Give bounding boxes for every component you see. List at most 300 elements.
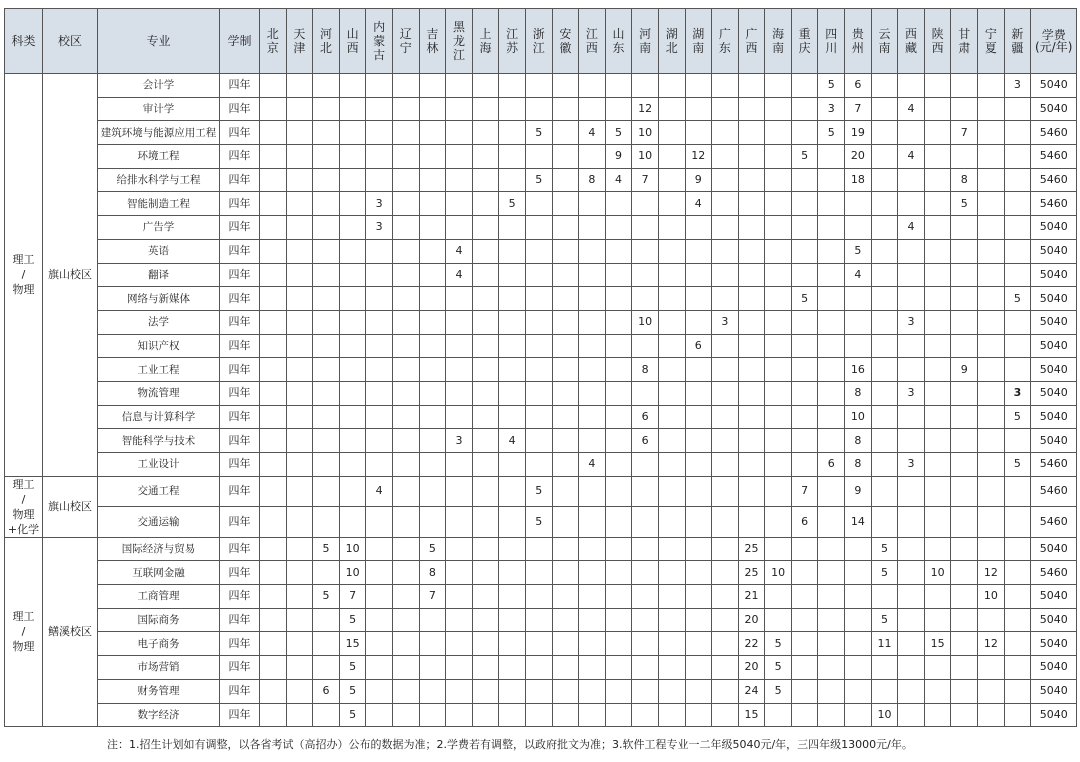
quota-cell [472,121,499,145]
quota-cell [392,145,419,169]
quota-cell [1004,537,1031,561]
fee-cell: 5040 [1031,679,1077,703]
quota-cell: 7 [632,168,659,192]
quota-cell [525,679,552,703]
quota-cell: 5 [339,656,366,680]
fee-cell: 5040 [1031,74,1077,98]
quota-cell [366,381,393,405]
quota-cell [685,358,712,382]
quota-cell [685,405,712,429]
quota-cell [605,585,632,609]
header-province: 广 东 [712,9,739,74]
header-category: 科类 [5,9,43,74]
fee-cell: 5460 [1031,476,1077,507]
fee-cell: 5040 [1031,585,1077,609]
quota-cell [658,453,685,477]
quota-cell [446,405,473,429]
quota-cell: 5 [765,656,792,680]
quota-cell [712,561,739,585]
header-province: 陕 西 [924,9,951,74]
quota-cell [392,608,419,632]
major-cell: 智能制造工程 [98,192,220,216]
quota-cell [472,358,499,382]
quota-cell [286,310,313,334]
fee-cell: 5040 [1031,263,1077,287]
quota-cell [871,381,898,405]
major-cell: 工业设计 [98,453,220,477]
quota-cell [579,358,606,382]
quota-cell [924,608,951,632]
quota-cell [339,168,366,192]
quota-cell [871,287,898,311]
quota-cell [712,192,739,216]
quota-cell: 9 [685,168,712,192]
quota-cell [525,632,552,656]
quota-cell [658,358,685,382]
table-row [5,145,1077,169]
quota-cell [260,585,287,609]
quota-cell [605,561,632,585]
quota-cell [579,561,606,585]
quota-cell [632,263,659,287]
fee-cell: 5460 [1031,453,1077,477]
table-row [5,216,1077,240]
quota-cell [845,679,872,703]
quota-cell [951,145,978,169]
fee-cell: 5460 [1031,145,1077,169]
quota-cell [579,429,606,453]
quota-cell [765,145,792,169]
quota-cell [552,310,579,334]
quota-cell [525,585,552,609]
duration-cell: 四年 [220,405,260,429]
quota-cell: 12 [685,145,712,169]
quota-cell [978,334,1005,358]
quota-cell [818,310,845,334]
quota-cell [392,310,419,334]
category-cell: 理工 / 物理 [5,74,43,477]
quota-cell [845,192,872,216]
quota-cell [924,239,951,263]
quota-cell [339,453,366,477]
quota-cell [260,429,287,453]
quota-cell [685,263,712,287]
quota-cell [685,287,712,311]
quota-cell [419,74,446,98]
quota-cell [525,656,552,680]
quota-cell [525,239,552,263]
quota-cell [791,703,818,727]
quota-cell [1004,239,1031,263]
quota-cell [446,287,473,311]
major-cell: 信息与计算科学 [98,405,220,429]
quota-cell: 10 [632,145,659,169]
quota-cell [658,192,685,216]
quota-cell [366,74,393,98]
quota-cell: 7 [419,585,446,609]
table-row [5,381,1077,405]
quota-cell [525,381,552,405]
table-row [5,287,1077,311]
quota-cell [472,507,499,538]
quota-cell [712,97,739,121]
quota-cell [260,121,287,145]
quota-cell: 7 [845,97,872,121]
quota-cell [765,287,792,311]
quota-cell: 4 [579,121,606,145]
quota-cell [924,358,951,382]
quota-cell [313,358,340,382]
quota-cell [658,381,685,405]
header-province: 西 藏 [898,9,925,74]
quota-cell [499,507,526,538]
quota-cell [260,703,287,727]
quota-cell [313,405,340,429]
quota-cell [978,168,1005,192]
quota-cell [446,561,473,585]
quota-cell [419,358,446,382]
fee-cell: 5040 [1031,703,1077,727]
header-province: 浙 江 [525,9,552,74]
duration-cell: 四年 [220,679,260,703]
quota-cell [924,192,951,216]
quota-cell [845,310,872,334]
quota-cell [366,656,393,680]
quota-cell [260,358,287,382]
quota-cell [871,656,898,680]
quota-cell [446,381,473,405]
quota-cell [712,585,739,609]
quota-cell [765,476,792,507]
quota-cell [499,608,526,632]
quota-cell [632,703,659,727]
quota-cell [658,97,685,121]
quota-cell [978,453,1005,477]
quota-cell [366,585,393,609]
quota-cell [658,287,685,311]
duration-cell: 四年 [220,703,260,727]
quota-cell [951,537,978,561]
quota-cell: 5 [339,608,366,632]
quota-cell [366,453,393,477]
quota-cell [924,507,951,538]
quota-cell [818,192,845,216]
quota-cell [392,429,419,453]
quota-cell [366,145,393,169]
quota-cell [446,679,473,703]
quota-cell [871,476,898,507]
table-row [5,192,1077,216]
quota-cell: 5 [313,585,340,609]
quota-cell [419,97,446,121]
quota-cell [791,429,818,453]
quota-cell: 5 [765,632,792,656]
quota-cell [632,476,659,507]
quota-cell: 15 [738,703,765,727]
quota-cell [845,216,872,240]
quota-cell [978,703,1005,727]
quota-cell [605,405,632,429]
header-province: 湖 南 [685,9,712,74]
quota-cell [286,97,313,121]
quota-cell [392,453,419,477]
quota-cell [286,679,313,703]
quota-cell [446,168,473,192]
header-province: 内 蒙 古 [366,9,393,74]
fee-cell: 5040 [1031,381,1077,405]
quota-cell [898,608,925,632]
quota-cell [579,74,606,98]
quota-cell: 10 [845,405,872,429]
table-row [5,263,1077,287]
quota-cell [818,476,845,507]
quota-cell [951,608,978,632]
quota-cell [924,168,951,192]
major-cell: 国际商务 [98,608,220,632]
quota-cell [313,74,340,98]
quota-cell [286,507,313,538]
quota-cell [339,334,366,358]
major-cell: 电子商务 [98,632,220,656]
quota-cell: 10 [871,703,898,727]
category-cell: 理工 / 物理+化学 [5,476,43,537]
quota-cell: 5 [845,239,872,263]
quota-cell [366,703,393,727]
quota-cell [472,405,499,429]
quota-cell [978,97,1005,121]
quota-cell [552,74,579,98]
quota-cell [313,453,340,477]
header-province: 重 庆 [791,9,818,74]
table-row [5,405,1077,429]
quota-cell: 18 [845,168,872,192]
quota-cell [552,263,579,287]
quota-cell [1004,561,1031,585]
major-cell: 市场营销 [98,656,220,680]
quota-cell [765,453,792,477]
campus-cell: 旗山校区 [43,476,98,537]
quota-cell [286,74,313,98]
table-row [5,121,1077,145]
quota-cell [260,74,287,98]
quota-cell [738,145,765,169]
campus-cell: 鳝溪校区 [43,537,98,727]
quota-cell [658,334,685,358]
quota-cell [818,585,845,609]
quota-cell: 5 [791,145,818,169]
quota-cell: 3 [898,453,925,477]
header-fee: 学费 (元/年) [1031,9,1077,74]
quota-cell [286,608,313,632]
quota-cell [818,263,845,287]
quota-cell: 4 [898,145,925,169]
quota-cell [260,476,287,507]
quota-cell [313,507,340,538]
quota-cell [339,74,366,98]
quota-cell [978,656,1005,680]
quota-cell [871,405,898,429]
quota-cell [552,405,579,429]
quota-cell [392,287,419,311]
quota-cell [260,381,287,405]
quota-cell [712,216,739,240]
quota-cell [898,74,925,98]
quota-cell: 3 [818,97,845,121]
quota-cell [632,239,659,263]
quota-cell [791,381,818,405]
major-cell: 数字经济 [98,703,220,727]
quota-cell [632,453,659,477]
quota-cell: 5 [499,192,526,216]
quota-cell: 7 [339,585,366,609]
quota-cell [845,703,872,727]
quota-cell: 5 [525,476,552,507]
quota-cell [552,561,579,585]
quota-cell [552,97,579,121]
quota-cell [339,405,366,429]
quota-cell [552,507,579,538]
quota-cell [712,287,739,311]
quota-cell [658,703,685,727]
quota-cell [818,287,845,311]
quota-cell [313,656,340,680]
quota-cell [260,405,287,429]
quota-cell [765,216,792,240]
quota-cell [818,608,845,632]
quota-cell [978,192,1005,216]
quota-cell [978,381,1005,405]
quota-cell [286,263,313,287]
quota-cell [392,405,419,429]
quota-cell [871,192,898,216]
major-cell: 给排水科学与工程 [98,168,220,192]
quota-cell: 8 [845,381,872,405]
quota-cell [978,287,1005,311]
quota-cell [951,561,978,585]
quota-cell [951,74,978,98]
quota-cell [712,537,739,561]
quota-cell [366,334,393,358]
quota-cell [313,239,340,263]
quota-cell [951,679,978,703]
duration-cell: 四年 [220,585,260,609]
quota-cell: 3 [366,192,393,216]
quota-cell [898,168,925,192]
quota-cell [499,453,526,477]
quota-cell [712,632,739,656]
quota-cell [339,381,366,405]
quota-cell [366,310,393,334]
duration-cell: 四年 [220,476,260,507]
quota-cell [286,334,313,358]
quota-cell [712,381,739,405]
quota-cell: 8 [845,453,872,477]
quota-cell [499,74,526,98]
quota-cell [924,537,951,561]
quota-cell [286,453,313,477]
quota-cell [313,97,340,121]
quota-cell [392,561,419,585]
quota-cell [286,287,313,311]
quota-cell [260,310,287,334]
quota-cell [632,656,659,680]
quota-cell [871,585,898,609]
quota-cell: 4 [898,216,925,240]
quota-cell [871,263,898,287]
major-cell: 知识产权 [98,334,220,358]
quota-cell [871,358,898,382]
admission-table-container [4,8,1077,727]
quota-cell [392,121,419,145]
quota-cell [845,656,872,680]
quota-cell [366,632,393,656]
quota-cell [499,381,526,405]
quota-cell [818,381,845,405]
quota-cell [525,287,552,311]
duration-cell: 四年 [220,608,260,632]
quota-cell [738,405,765,429]
quota-cell [818,358,845,382]
quota-cell [392,507,419,538]
quota-cell: 6 [632,429,659,453]
quota-cell [472,310,499,334]
quota-cell [632,74,659,98]
quota-cell [632,608,659,632]
quota-cell [685,561,712,585]
duration-cell: 四年 [220,656,260,680]
quota-cell [951,216,978,240]
quota-cell [685,239,712,263]
quota-cell: 10 [978,585,1005,609]
quota-cell [472,97,499,121]
major-cell: 环境工程 [98,145,220,169]
table-row [5,656,1077,680]
quota-cell [712,74,739,98]
quota-cell [791,453,818,477]
quota-cell [818,145,845,169]
duration-cell: 四年 [220,358,260,382]
table-row [5,453,1077,477]
quota-cell [738,453,765,477]
quota-cell [366,561,393,585]
quota-cell [658,507,685,538]
quota-cell: 3 [446,429,473,453]
quota-cell [951,453,978,477]
quota-cell: 5 [339,703,366,727]
duration-cell: 四年 [220,453,260,477]
table-row [5,703,1077,727]
quota-cell [712,405,739,429]
table-row [5,310,1077,334]
quota-cell [579,334,606,358]
quota-cell [419,476,446,507]
quota-cell: 3 [712,310,739,334]
major-cell: 网络与新媒体 [98,287,220,311]
quota-cell [525,97,552,121]
quota-cell [685,537,712,561]
quota-cell [978,310,1005,334]
quota-cell [898,507,925,538]
major-cell: 智能科学与技术 [98,429,220,453]
quota-cell [658,405,685,429]
quota-cell [898,632,925,656]
quota-cell [978,476,1005,507]
quota-cell [605,74,632,98]
quota-cell [605,453,632,477]
quota-cell: 5 [605,121,632,145]
quota-cell [898,239,925,263]
quota-cell [632,334,659,358]
